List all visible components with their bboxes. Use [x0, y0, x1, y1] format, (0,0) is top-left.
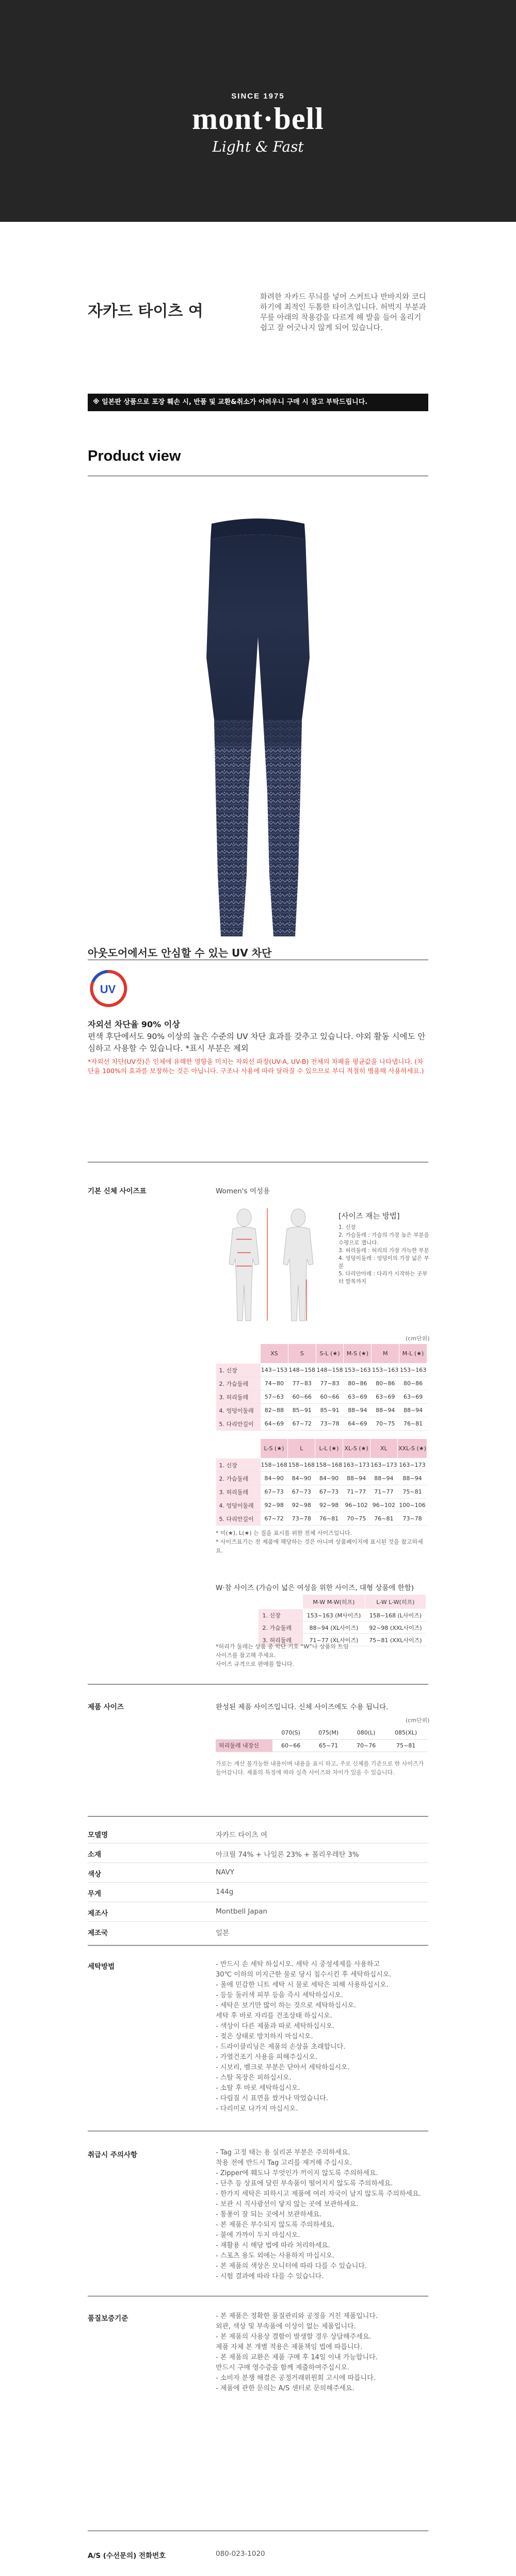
table-row — [216, 1499, 427, 1512]
cell: 92~98 — [261, 1499, 288, 1512]
caution-item: - 불에 가까이 두지 마십시오. — [216, 2231, 300, 2239]
divider — [88, 1945, 428, 1946]
notice-bar: ※ 일본판 상품으로 포장 훼손 시, 반품 및 교환&취소가 어려우니 구매 시 참고 부탁드립니다. — [88, 394, 428, 411]
row-head: 5. 다리안길이 — [216, 1512, 261, 1526]
wash-list — [216, 1959, 432, 2114]
cell: 92~98 (XXL사이즈) — [365, 1622, 426, 1634]
warranty-item: - 제품에 관한 문의는 A/S 센터로 문의해주세요. — [216, 2385, 354, 2392]
cell: 85~91 — [316, 1404, 344, 1417]
cell: 92~98 — [315, 1499, 343, 1512]
measure-item: 1. 신장 — [338, 1224, 356, 1230]
product-description — [260, 292, 428, 333]
product-size-note: 가로는 계산 불가능한 내용이며 내용을 표시 하고, 주로 신체를 기준으로 한 사이즈가 들어갑니다. 제품의 특징에 따라 실측 사이즈와 차이가 있을 수 있습니다. — [216, 1760, 424, 1776]
unit-label: (cm단위) — [406, 1335, 430, 1342]
col-head: M-W M-W(히프) — [303, 1595, 365, 1609]
gender-label: Women's 여성용 — [216, 1187, 270, 1195]
uv-section-title: 아웃도어에서도 안심할 수 있는 UV 차단 — [88, 947, 272, 959]
wash-item: - 등등 둘러색 피부 등을 즉시 세탁하십시오. — [216, 1991, 344, 1999]
info-value: Montbell Japan — [216, 1907, 268, 1916]
cell: 88~94 — [344, 1404, 372, 1417]
caution-item: - Zipper에 훼도나 무엇인가 끼이지 않도록 주의하세요. — [216, 2169, 378, 2177]
divider — [88, 1816, 428, 1817]
size-note: * 사이즈표기는 전 제품에 해당하는 것은 아니며 상품페이지에 표시된 것을 참고하세요. — [216, 1538, 423, 1554]
size-guide-label: 기본 신체 사이즈표 — [88, 1187, 147, 1195]
row-head: 4. 엉덩이둘레 — [216, 1499, 261, 1512]
row-head: 3. 허리둘레 — [216, 1485, 261, 1499]
cell: 75~81 (XXL사이즈) — [365, 1634, 426, 1646]
cell: 82~88 — [261, 1404, 288, 1417]
wash-item: 30℃ 이하의 미지근한 물로 당시 침수시킨 후 세탁하십시오. — [216, 1971, 392, 1979]
caution-item: - Tag 고정 태는 용 실리콘 부분은 주의하세요. — [216, 2149, 350, 2157]
caution-item: - 단추 등 상표에 달린 부속품이 떨어지지 않도록 주의하세요. — [216, 2180, 393, 2188]
warranty-label: 품질보증기준 — [88, 2314, 128, 2323]
cell: 73~78 — [397, 1512, 427, 1526]
cell: 67~72 — [288, 1417, 316, 1431]
uv-warning: *자외선 차단(UV컷)은 인체에 유해한 영향을 미치는 자외선 파장(UV-A, UV-B) 전체의 차폐율 평균값을 나타냅니다. (차단율 100%의 효과를 보장하는 것은 아닙니다. 구조나 사용에 따라 달라질 수 있으므로 부디 적절히 병용해 사용하세요.) — [88, 1058, 424, 1075]
info-key: 소재 — [88, 1851, 102, 1859]
since-text: SINCE 1975 — [231, 92, 285, 101]
measure-method-heading: [사이즈 재는 방법] — [338, 1212, 400, 1221]
caution-item: - 재활용 시 해당 법에 따라 처리하세요. — [216, 2242, 330, 2249]
col-head: S-L (★) — [316, 1344, 344, 1364]
cell: 143~153 — [261, 1364, 288, 1377]
size-notes — [216, 1529, 427, 1555]
caution-item: - 스포츠 용도 외에는 사용하지 마십시오. — [216, 2252, 335, 2260]
product-size-table — [216, 1727, 427, 1752]
brand-banner — [0, 0, 516, 222]
cell: 84~90 — [315, 1472, 343, 1485]
table-row — [216, 1512, 427, 1526]
cell: 67~73 — [261, 1485, 288, 1499]
col-head: S — [288, 1344, 316, 1364]
row-head: 3. 허리둘레 — [216, 1390, 261, 1404]
cell: 64~69 — [344, 1417, 372, 1431]
table-row — [216, 1459, 427, 1472]
divider — [88, 1862, 428, 1863]
uv-logo-text: UV — [100, 983, 116, 996]
uv-description: 편색 후단에서도 90% 이상의 높은 수준의 UV 차단 효과를 갖추고 있습니다. 야외 활동 시에도 안심하고 사용할 수 있습니다. *표시 부분은 제외 — [88, 1032, 426, 1053]
as-contact — [88, 2550, 428, 2560]
measure-item: 3. 허리둘레 : 허리의 가장 가늑한 부분 — [338, 1248, 429, 1254]
info-value: NAVY — [216, 1868, 234, 1876]
table-row — [216, 1404, 427, 1417]
caution-item: - 한가지 세탁은 피하시고 제품에 여러 자국이 남지 않도록 주의하세요. — [216, 2190, 421, 2198]
cell: 73~78 — [316, 1417, 344, 1431]
cell: 92~98 — [288, 1499, 315, 1512]
product-view-heading: Product view — [88, 448, 181, 464]
caution-item: 착용 전에 반드시 Tag 고리를 제거해 주십시오. — [216, 2159, 352, 2167]
cell: 76~81 — [315, 1512, 343, 1526]
cell: 60~66 — [272, 1739, 309, 1752]
cell: 73~78 — [288, 1512, 315, 1526]
cell: 153~163 — [344, 1364, 372, 1377]
cell: 88~94 — [343, 1472, 370, 1485]
col-head: 080(L) — [348, 1727, 384, 1739]
warranty-item: - 본 제품은 정확한 품질관리와 공정을 거친 제품입니다. — [216, 2312, 378, 2320]
measure-item: 4. 엉덩이둘레 : 엉덩이의 가장 넓은 부분 — [338, 1255, 429, 1269]
row-head: 4. 엉덩이둘레 — [216, 1404, 261, 1417]
row-head: 5. 다리안길이 — [216, 1417, 261, 1431]
size-table-2 — [216, 1438, 427, 1526]
cell: 148~158 — [316, 1364, 344, 1377]
cell: 96~102 — [343, 1499, 370, 1512]
wash-item: - 다림질 시 표면을 쌌거나 막었습니다. — [216, 2095, 328, 2102]
cell: 163~173 — [397, 1459, 427, 1472]
cell: 158~168 — [261, 1459, 288, 1472]
size-note: * 미(★), L(★) 는 질을 표시를 위한 전체 사이즈입니다. — [216, 1530, 352, 1536]
wash-item: - 스탈 목장은 피하십시오. — [216, 2074, 292, 2082]
col-head: L-S (★) — [261, 1439, 288, 1459]
leggings-image — [155, 503, 361, 957]
measure-item: 5. 다리안아래 : 다리가 시작하는 곳부터 발목까지 — [338, 1271, 428, 1285]
cell: 80~86 — [344, 1377, 372, 1390]
cell: 70~75 — [372, 1417, 399, 1431]
table-row — [216, 1417, 427, 1431]
caution-item: - 시험 결과에 따라 다를 수 있습니다. — [216, 2273, 324, 2280]
col-head: L-L (★) — [315, 1439, 343, 1459]
w-size-table — [258, 1594, 426, 1646]
cell: 100~106 — [397, 1499, 427, 1512]
info-key: 색상 — [88, 1870, 102, 1878]
cell: 65~71 — [309, 1739, 348, 1752]
info-key: 모델명 — [88, 1831, 108, 1839]
col-head: 070(S) — [272, 1727, 309, 1739]
warranty-item: 반드시 구매 영수증을 함께 제출하여주십시오. — [216, 2364, 350, 2372]
col-head: XS — [261, 1344, 288, 1364]
cell: 71~77 (XL사이즈) — [303, 1634, 365, 1646]
table-row — [259, 1622, 426, 1634]
brand-tagline: Light & Fast — [212, 138, 304, 155]
row-head: 2. 가슴둘레 — [259, 1622, 303, 1634]
cell: 80~86 — [399, 1377, 427, 1390]
col-head: 085(XL) — [384, 1727, 427, 1739]
uv-subtitle: 자외선 차단율 90% 이상 — [88, 1019, 180, 1029]
cell: 158~168 (L사이즈) — [365, 1609, 426, 1622]
size-table-1 — [216, 1343, 427, 1431]
divider — [88, 1882, 428, 1883]
w-size-heading: W·참 사이즈 (가슴이 넓은 여성을 위한 사이즈, 대형 상품에 한함) — [216, 1584, 414, 1592]
table-row — [216, 1390, 427, 1404]
wash-item: - 반드시 손 세탁 하십시오. 세탁 시 중성세제를 사용하고 — [216, 1961, 380, 1968]
warranty-list — [216, 2311, 432, 2394]
cell: 71~77 — [370, 1485, 397, 1499]
wash-item: 세탁 후 바로 자리를 건조상태 하십시오. — [216, 2012, 332, 2020]
info-value: 아크릴 74% + 나일론 23% + 폴리우레탄 3% — [216, 1851, 359, 1859]
caution-item: - 통풍이 잘 되는 곳에서 보관하세요. — [216, 2211, 322, 2218]
cell: 67~72 — [261, 1512, 288, 1526]
wash-item: - 드라이클리닝은 제품의 손상을 초래합니다. — [216, 2043, 346, 2051]
cell: 67~73 — [288, 1485, 315, 1499]
row-head: 1. 신장 — [216, 1459, 261, 1472]
cell: 67~73 — [315, 1485, 343, 1499]
row-head: 2. 가슴둘레 — [216, 1472, 261, 1485]
col-head: XL — [370, 1439, 397, 1459]
cell: 88~94 — [399, 1404, 427, 1417]
cell: 88~94 — [370, 1472, 397, 1485]
row-head: 2. 가슴둘레 — [216, 1377, 261, 1390]
table-row — [216, 1472, 427, 1485]
info-key: 제조국 — [88, 1929, 108, 1937]
wash-item: - 젖은 상태로 방치하지 마십시오. — [216, 2033, 313, 2040]
info-key: 무게 — [88, 1890, 102, 1898]
caution-item: - 본 제품의 색상은 모니터에 따라 다를 수 있습니다. — [216, 2262, 367, 2270]
cell: 88~94 — [397, 1472, 427, 1485]
cell: 163~173 — [343, 1459, 370, 1472]
cell: 153~163 — [399, 1364, 427, 1377]
as-phone-number: 080-023-1020 — [216, 2550, 265, 2558]
cell: 77~83 — [316, 1377, 344, 1390]
cell: 84~90 — [288, 1472, 315, 1485]
col-head: L-W L-W(히프) — [365, 1595, 426, 1609]
row-head: 허리둘레 내장신 — [216, 1739, 272, 1752]
cell: 77~83 — [288, 1377, 316, 1390]
row-head: 1. 신장 — [259, 1609, 303, 1622]
w-size-note: 사이즈 규격으로 판매를 합니다. — [216, 1661, 295, 1667]
product-title: 자카드 타이츠 여 — [88, 302, 203, 320]
uv-cut-icon — [88, 968, 128, 1009]
wash-item: - 색상이 다른 제품과 따로 세탁하십시오. — [216, 2022, 335, 2030]
product-size-label: 제품 사이즈 — [88, 1703, 124, 1711]
col-head: M-S (★) — [344, 1344, 372, 1364]
cell: 158~168 — [315, 1459, 343, 1472]
table-row — [216, 1364, 427, 1377]
cell: 75~81 — [397, 1485, 427, 1499]
measure-method-list — [338, 1224, 431, 1286]
row-head: 1. 신장 — [216, 1364, 261, 1377]
wash-item: - 소탈 후 바로 세탁하십시오. — [216, 2084, 300, 2092]
cell: 80~86 — [372, 1377, 399, 1390]
caution-list — [216, 2148, 432, 2282]
warranty-item: - 소비자 분쟁 해결은 공정거래위원회 고시에 따릅니다. — [216, 2374, 376, 2382]
product-size-heading: 완성된 제품 사이즈입니다. 신체 사이즈에도 수용 됩니다. — [216, 1703, 389, 1711]
col-head: XL-S (★) — [343, 1439, 370, 1459]
cell: 96~102 — [370, 1499, 397, 1512]
product-description-text: 화려한 자카드 무늬를 넣어 스커트나 반바지와 코디하기에 최적인 두톰한 타이츠입니다. 허벅지 부분과 무릎 아래의 착용감을 다르게 해 발을 들어 올리기 쉽고 잘 어긋나지 않게 되어 있습니다. — [260, 293, 426, 332]
col-head: M — [372, 1344, 399, 1364]
cell: 70~75 — [343, 1512, 370, 1526]
caution-item: - 보관 시 직사광선이 닿지 않는 곳에 보관하세요. — [216, 2200, 359, 2208]
wash-item: - 세탁은 보기만 많이 하는 것으로 세탁하십시오. — [216, 2002, 357, 2010]
table-row — [216, 1377, 427, 1390]
cell: 70~76 — [348, 1739, 384, 1752]
measure-item: 2. 가슴둘레 : 가슴의 가장 높은 부분을 수평으로 잽니다. — [338, 1232, 429, 1246]
cell: 153~163 (M사이즈) — [303, 1609, 365, 1622]
cell: 148~158 — [288, 1364, 316, 1377]
cell: 163~173 — [370, 1459, 397, 1472]
table-row — [216, 1485, 427, 1499]
cell: 60~66 — [288, 1390, 316, 1404]
warranty-item: 외관, 색상 및 부속품에 이상이 없는 제품입니다. — [216, 2323, 356, 2330]
divider — [88, 1921, 428, 1922]
col-head: XXL-S (★) — [397, 1439, 427, 1459]
cell: 75~81 — [384, 1739, 427, 1752]
caution-item: - 본 제품은 부수되지 않도록 주의하세요. — [216, 2221, 335, 2229]
body-measure-figure — [216, 1202, 334, 1326]
cell: 76~81 — [370, 1512, 397, 1526]
w-size-note: *허리가 둘레는 상품 중 학단 기호 “W”나 상품의 트임사이즈를 참고해 주세요. — [216, 1643, 349, 1659]
warranty-item: 제품 자체 본 개별 적용은 제품책임 법에 따릅니다. — [216, 2343, 363, 2351]
cell: 158~168 — [288, 1459, 315, 1472]
w-size-notes — [216, 1642, 350, 1668]
cell: 153~163 — [372, 1364, 399, 1377]
wash-label: 세탁방법 — [88, 1963, 115, 1971]
wash-item: - 시보리, 벨크로 부분은 닫아서 세탁하십시오. — [216, 2064, 350, 2071]
info-value: 일본 — [216, 1929, 230, 1937]
wash-item: - 가열건조기 사용을 피해주십시오. — [216, 2053, 318, 2061]
wash-item: - 울에 민감한 니트 세탁 시 물로 세탁은 피해 사용하십시오. — [216, 1981, 389, 1989]
as-contact-label: A/S (수선문의) 전화번호 — [88, 2552, 166, 2560]
cell: 76~81 — [399, 1417, 427, 1431]
cell: 85~91 — [288, 1404, 316, 1417]
col-head: M-L (★) — [399, 1344, 427, 1364]
warranty-item: - 본 제품의 사용상 결함이 발생할 경우 상담해주세요. — [216, 2333, 372, 2341]
col-head: 075(M) — [309, 1727, 348, 1739]
info-key: 제조사 — [88, 1909, 108, 1918]
cell: 88~94 (XL사이즈) — [303, 1622, 365, 1634]
row-head: 3. 허리둘레 — [259, 1634, 303, 1646]
cell: 57~63 — [261, 1390, 288, 1404]
table-row — [216, 1739, 427, 1752]
caution-label: 취급시 주의사항 — [88, 2151, 137, 2159]
info-value: 144g — [216, 1888, 234, 1896]
cell: 63~69 — [372, 1390, 399, 1404]
cell: 88~94 — [372, 1404, 399, 1417]
cell: 74~80 — [261, 1377, 288, 1390]
info-value: 자카드 타이츠 여 — [216, 1831, 267, 1839]
wash-item: - 다리미로 나가지 마십시오. — [216, 2105, 298, 2113]
unit-label: (cm단위) — [406, 1717, 430, 1724]
cell: 63~69 — [344, 1390, 372, 1404]
warranty-item: - 본 제품의 교환은 제품 구매 후 14일 이내 가능합니다. — [216, 2354, 378, 2361]
cell: 60~66 — [316, 1390, 344, 1404]
cell: 64~69 — [261, 1417, 288, 1431]
brand-logo: mont·bell — [192, 102, 324, 136]
cell: 63~69 — [399, 1390, 427, 1404]
cell: 71~77 — [343, 1485, 370, 1499]
col-head: L — [288, 1439, 315, 1459]
cell: 84~90 — [261, 1472, 288, 1485]
table-row — [259, 1609, 426, 1622]
